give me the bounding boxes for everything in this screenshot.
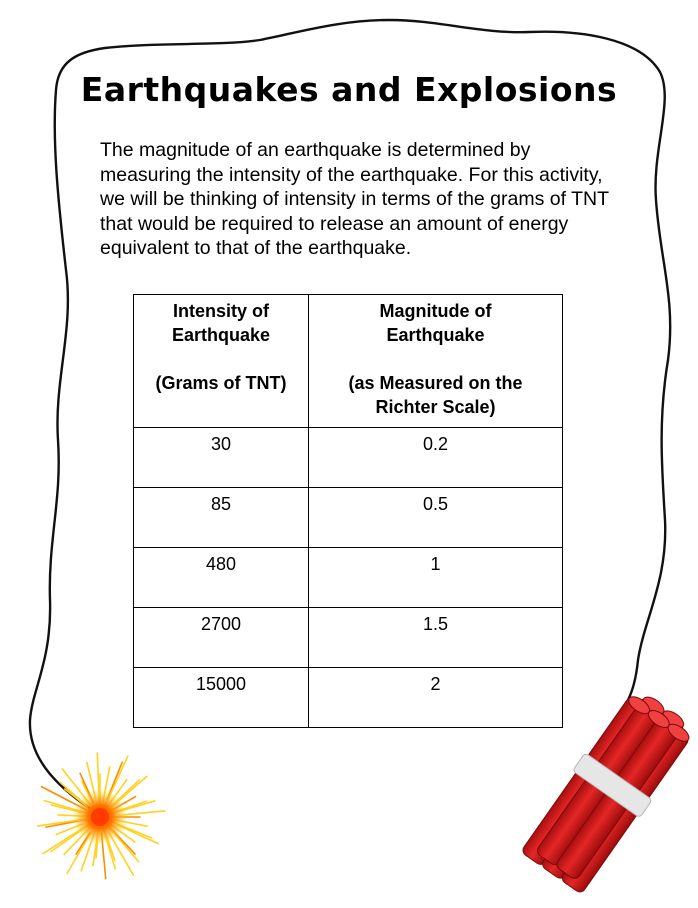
header-intensity xyxy=(134,295,309,428)
header-intensity-line2: Earthquake xyxy=(171,325,271,345)
table-row xyxy=(134,488,563,548)
header-intensity-unit: (Grams of TNT) xyxy=(155,373,287,393)
magnitude-cell: 1 xyxy=(309,548,563,608)
header-magnitude-line2: Earthquake xyxy=(386,325,485,345)
table-header-row xyxy=(134,295,563,428)
intensity-cell: 480 xyxy=(134,548,309,608)
table-row xyxy=(134,548,563,608)
magnitude-cell: 1.5 xyxy=(309,608,563,668)
magnitude-cell: 2 xyxy=(309,668,563,728)
intensity-cell: 30 xyxy=(134,428,309,488)
header-magnitude xyxy=(309,295,563,428)
header-magnitude-unit-line1: (as Measured on the xyxy=(348,373,523,393)
intro-paragraph: The magnitude of an earthquake is determined by measuring the intensity of the earthquake. For this activity, we will be thinking of intensity in terms of the grams of TNT that would be required to release an amount of energy equivalent to that of the earthquake. xyxy=(100,139,609,259)
magnitude-cell: 0.5 xyxy=(309,488,563,548)
magnitude-cell: 0.2 xyxy=(309,428,563,488)
header-magnitude-unit-line2: Richter Scale) xyxy=(375,397,496,417)
intensity-cell: 15000 xyxy=(134,668,309,728)
table-row xyxy=(134,428,563,488)
earthquake-table xyxy=(133,294,563,728)
intensity-cell: 2700 xyxy=(134,608,309,668)
header-magnitude-line1: Magnitude of xyxy=(379,301,492,321)
table-row xyxy=(134,608,563,668)
intensity-cell: 85 xyxy=(134,488,309,548)
dynamite-icon xyxy=(490,670,690,900)
header-intensity-line1: Intensity of xyxy=(172,301,269,321)
page-title: Earthquakes and Explosions xyxy=(80,70,618,109)
spark-icon xyxy=(30,745,170,895)
